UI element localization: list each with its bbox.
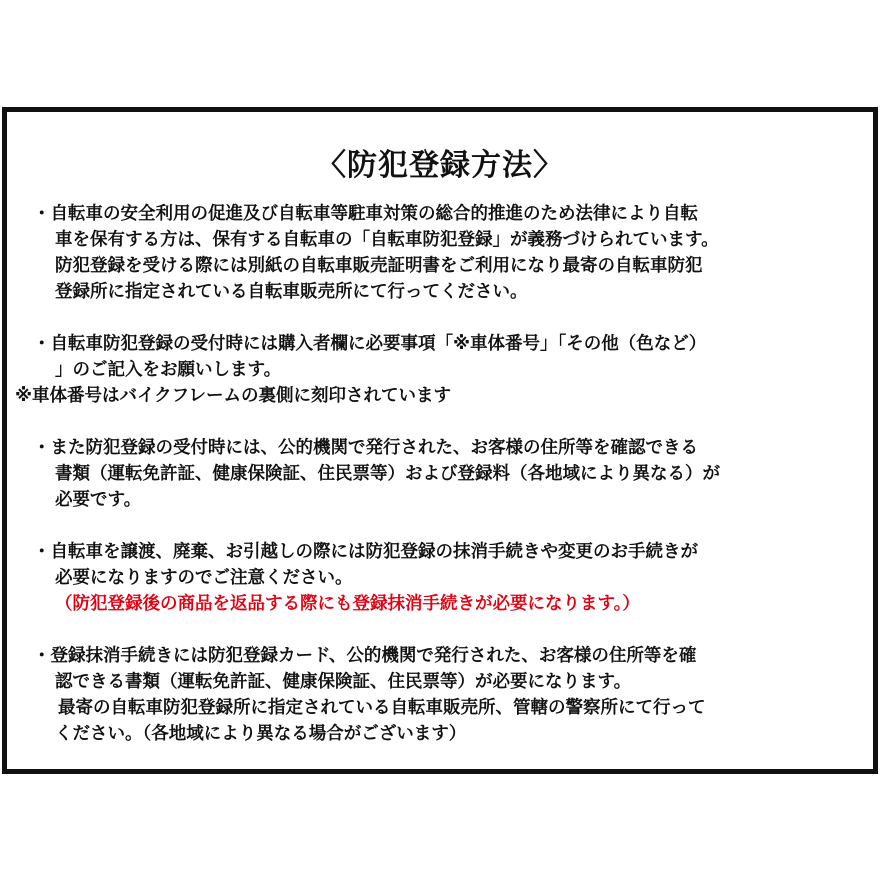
text-line: ・自転車防犯登録の受付時には購入者欄に必要事項「※車体番号」「その他（色など） bbox=[33, 334, 707, 354]
text-line: 書類（運転免許証、健康保険証、住民票等）および登録料（各地域により異なる）が bbox=[55, 464, 720, 484]
text-line: ・また防犯登録の受付時には、公的機関で発行された、お客様の住所等を確認できる bbox=[33, 438, 698, 458]
text-line: 車を保有する方は、保有する自転車の「自転車防犯登録」が義務づけられています。 bbox=[55, 230, 719, 250]
document-body bbox=[15, 201, 853, 747]
paragraph-cancellation-procedure bbox=[33, 643, 853, 747]
text-line: ・自転車の安全利用の促進及び自転車等駐車対策の総合的推進のため法律により自転 bbox=[33, 204, 698, 224]
paragraph-required-fields bbox=[15, 331, 853, 409]
text-line: ・自転車を譲渡、廃棄、お引越しの際には防犯登録の抹消手続きや変更のお手続きが bbox=[33, 542, 698, 562]
text-line: 防犯登録を受ける際には別紙の自転車販売証明書をご利用になり最寄の自転車防犯 bbox=[55, 256, 703, 276]
return-warning: （防犯登録後の商品を返品する際にも登録抹消手続きが必要になります。） bbox=[55, 594, 640, 614]
text-line: 必要です。 bbox=[55, 490, 142, 510]
page-title: 〈防犯登録方法〉 bbox=[316, 148, 564, 183]
text-line: 認できる書類（運転免許証、健康保険証、住民票等）が必要になります。 bbox=[55, 672, 632, 692]
text-line: 最寄の自転車防犯登録所に指定されている自転車販売所、管轄の警察所にて行って bbox=[58, 698, 706, 718]
text-line: 必要になりますのでご注意ください。 bbox=[55, 568, 353, 588]
paragraph-registration-obligation bbox=[33, 201, 853, 305]
text-line: 」のご記入をお願いします。 bbox=[55, 360, 282, 380]
paragraph-transfer-disposal bbox=[33, 539, 853, 617]
document-frame bbox=[2, 107, 878, 774]
text-line: ください。（各地域により異なる場合がございます） bbox=[55, 724, 467, 744]
text-line: 登録所に指定されている自転車販売所にて行ってください。 bbox=[55, 282, 528, 302]
frame-number-note: ※車体番号はバイクフレームの裏側に刻印されています bbox=[15, 386, 451, 406]
text-line: ・登録抹消手続きには防犯登録カード、公的機関で発行された、お客様の住所等を確 bbox=[33, 646, 697, 666]
paragraph-documents-and-fee bbox=[33, 435, 853, 513]
